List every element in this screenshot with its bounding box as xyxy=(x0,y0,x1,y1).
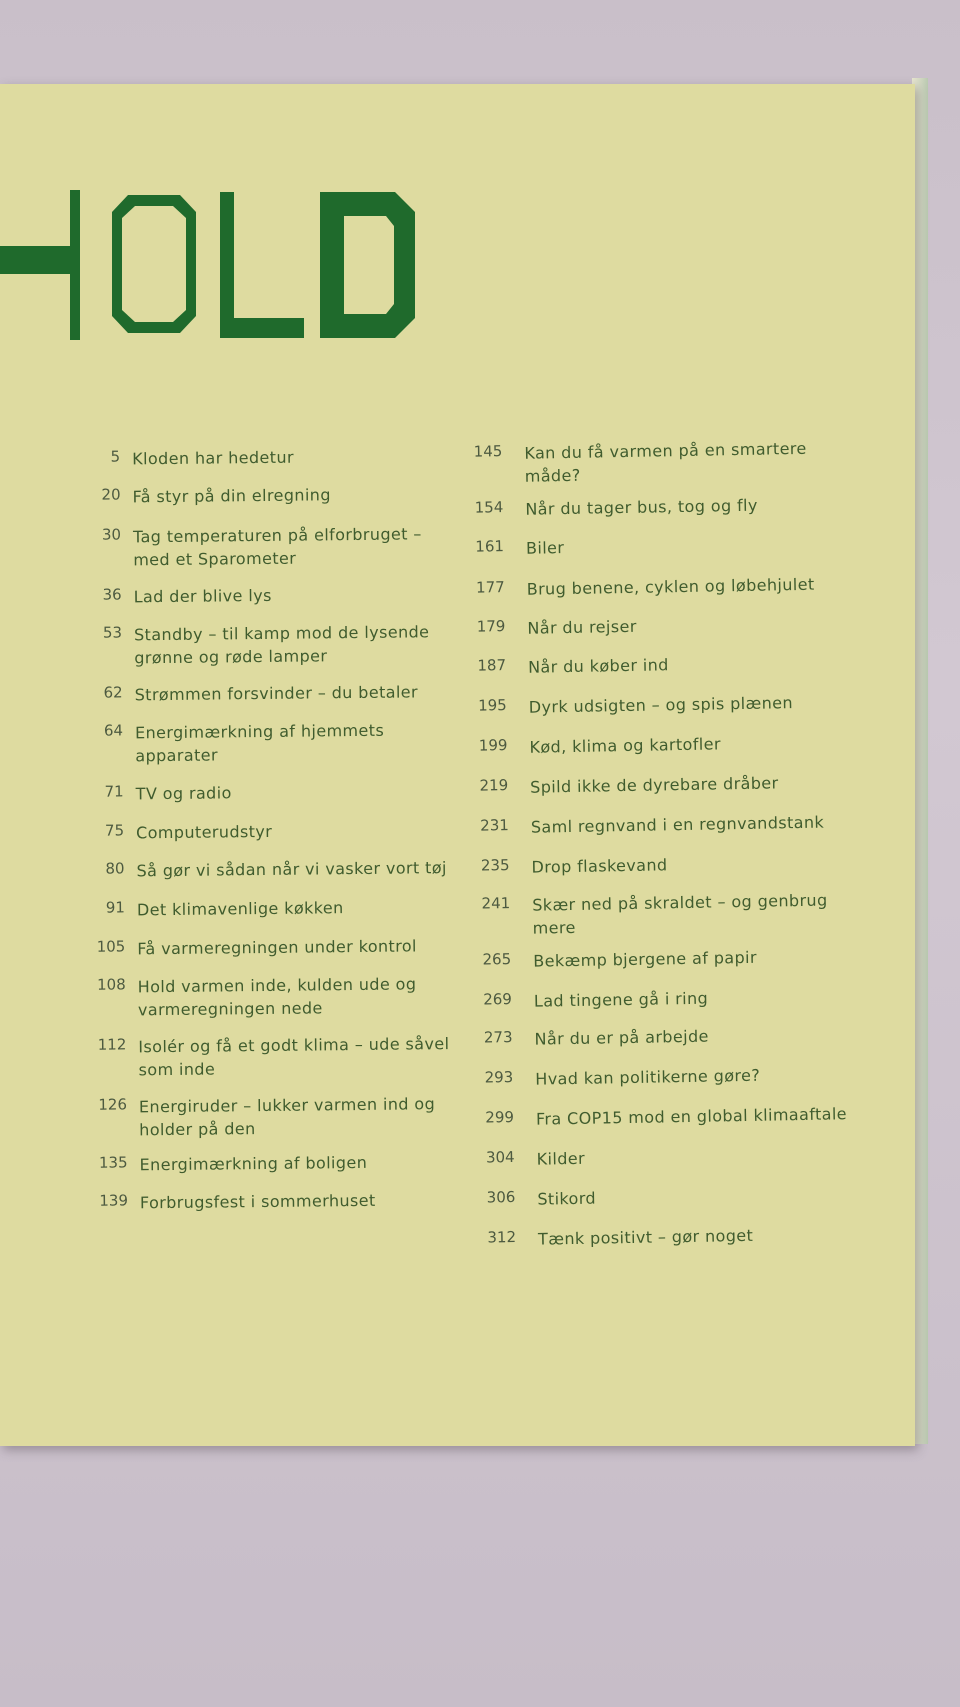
toc-chapter-title: Kilder xyxy=(536,1148,586,1169)
toc-page-number: 105 xyxy=(96,937,126,956)
toc-chapter-title: Saml regnvand i en regnvandstank xyxy=(530,812,825,837)
toc-chapter-title: Få varmeregningen under kontrol xyxy=(137,936,417,959)
toc-chapter-title: Strømmen forsvinder – du betaler xyxy=(134,682,419,705)
toc-page-number: 195 xyxy=(477,696,507,715)
toc-page-number: 235 xyxy=(480,856,510,875)
toc-chapter-title: Hvad kan politikerne gøre? xyxy=(535,1065,761,1089)
toc-chapter-title: Få styr på din elregning xyxy=(132,485,331,507)
toc-page-number: 145 xyxy=(473,442,503,461)
toc-chapter-title: Isolér og få et godt klima – ude såvel som inde xyxy=(138,1034,450,1080)
toc-chapter-title: Computerudstyr xyxy=(136,821,273,843)
toc-chapter-title: Biler xyxy=(525,538,565,558)
toc-chapter-title: Brug benene, cyklen og løbehjulet xyxy=(526,574,815,599)
toc-page-number: 154 xyxy=(474,498,504,517)
toc-page-number: 312 xyxy=(487,1228,517,1247)
toc-page-number: 304 xyxy=(485,1148,515,1167)
toc-page-number: 177 xyxy=(475,578,505,597)
toc-page-number: 179 xyxy=(476,617,506,636)
toc-chapter-title: Skær ned på skraldet – og genbrug mere xyxy=(532,890,828,938)
toc-page-number: 53 xyxy=(102,623,123,642)
toc-page-number: 135 xyxy=(98,1153,128,1172)
toc-page-number: 269 xyxy=(483,990,513,1009)
toc-page-number: 219 xyxy=(479,776,509,795)
toc-page-number: 231 xyxy=(480,816,510,835)
toc-chapter-title: Kød, klima og kartofler xyxy=(529,734,722,757)
toc-page-number: 75 xyxy=(104,821,125,840)
toc-chapter-title: Spild ikke de dyrebare dråber xyxy=(530,773,779,797)
toc-page-number: 126 xyxy=(98,1095,128,1114)
page-heading xyxy=(0,190,430,350)
toc-chapter-title: Kloden har hedetur xyxy=(132,447,295,469)
toc-chapter-title: Standby – til kamp mod de lysende grønne og røde lamper xyxy=(133,622,430,668)
toc-chapter-title: TV og radio xyxy=(135,783,232,804)
toc-chapter-title: Tænk positivt – gør noget xyxy=(537,1225,754,1249)
toc-chapter-title: Lad der blive lys xyxy=(133,585,272,607)
toc-chapter-title: Det klimavenlige køkken xyxy=(136,898,344,920)
toc-chapter-title: Når du rejser xyxy=(527,616,637,638)
toc-chapter-title: Energimærkning af boligen xyxy=(139,1152,368,1175)
toc-page-number: 293 xyxy=(484,1068,514,1087)
toc-page-number: 112 xyxy=(97,1035,127,1054)
toc-chapter-title: Dyrk udsigten – og spis plænen xyxy=(528,693,794,717)
toc-page-number: 64 xyxy=(103,721,124,740)
toc-page-number: 5 xyxy=(110,447,121,466)
toc-page-number: 199 xyxy=(478,736,508,755)
toc-page-number: 306 xyxy=(486,1188,516,1207)
toc-chapter-title: Når du tager bus, tog og fly xyxy=(525,495,758,519)
toc-chapter-title: Lad tingene gå i ring xyxy=(533,988,709,1011)
toc-chapter-title: Stikord xyxy=(537,1188,597,1209)
toc-page-number: 299 xyxy=(485,1108,515,1127)
toc-chapter-title: Kan du få varmen på en smartere måde? xyxy=(524,438,807,486)
toc-chapter-title: Når du køber ind xyxy=(527,655,669,677)
toc-chapter-title: Drop flaskevand xyxy=(531,855,668,877)
toc-chapter-title: Tag temperaturen på elforbruget – med et Sparometer xyxy=(132,524,422,570)
toc-page-number: 20 xyxy=(101,485,121,504)
toc-page-number: 265 xyxy=(482,950,512,969)
toc-page-number: 139 xyxy=(99,1191,129,1210)
toc-page-number: 241 xyxy=(481,894,511,913)
toc-chapter-title: Energimærkning af hjemmets apparater xyxy=(134,720,385,766)
toc-page-number: 80 xyxy=(105,859,125,878)
toc-page-number: 187 xyxy=(477,656,507,675)
toc-page-number: 273 xyxy=(483,1028,513,1047)
toc-page-number: 71 xyxy=(104,782,124,801)
toc-chapter-title: Når du er på arbejde xyxy=(534,1026,709,1049)
toc-chapter-title: Bekæmp bjergene af papir xyxy=(533,947,758,971)
toc-chapter-title: Fra COP15 mod en global klimaaftale xyxy=(535,1104,848,1129)
toc-page-number: 62 xyxy=(103,683,123,702)
toc-chapter-title: Hold varmen inde, kulden ude og varmeregningen nede xyxy=(137,974,417,1020)
toc-chapter-title: Forbrugsfest i sommerhuset xyxy=(139,1190,376,1213)
toc-page-number: 91 xyxy=(105,898,125,917)
toc-chapter-title: Energiruder – lukker varmen ind og holder på den xyxy=(138,1094,436,1140)
toc-page-number: 108 xyxy=(96,975,126,994)
heading-hold-graphic xyxy=(0,190,430,350)
toc-page-number: 161 xyxy=(475,537,505,556)
toc-page-number: 30 xyxy=(101,525,122,544)
toc-page-number: 36 xyxy=(102,585,122,604)
toc-chapter-title: Så gør vi sådan når vi vasker vort tøj xyxy=(136,858,447,881)
